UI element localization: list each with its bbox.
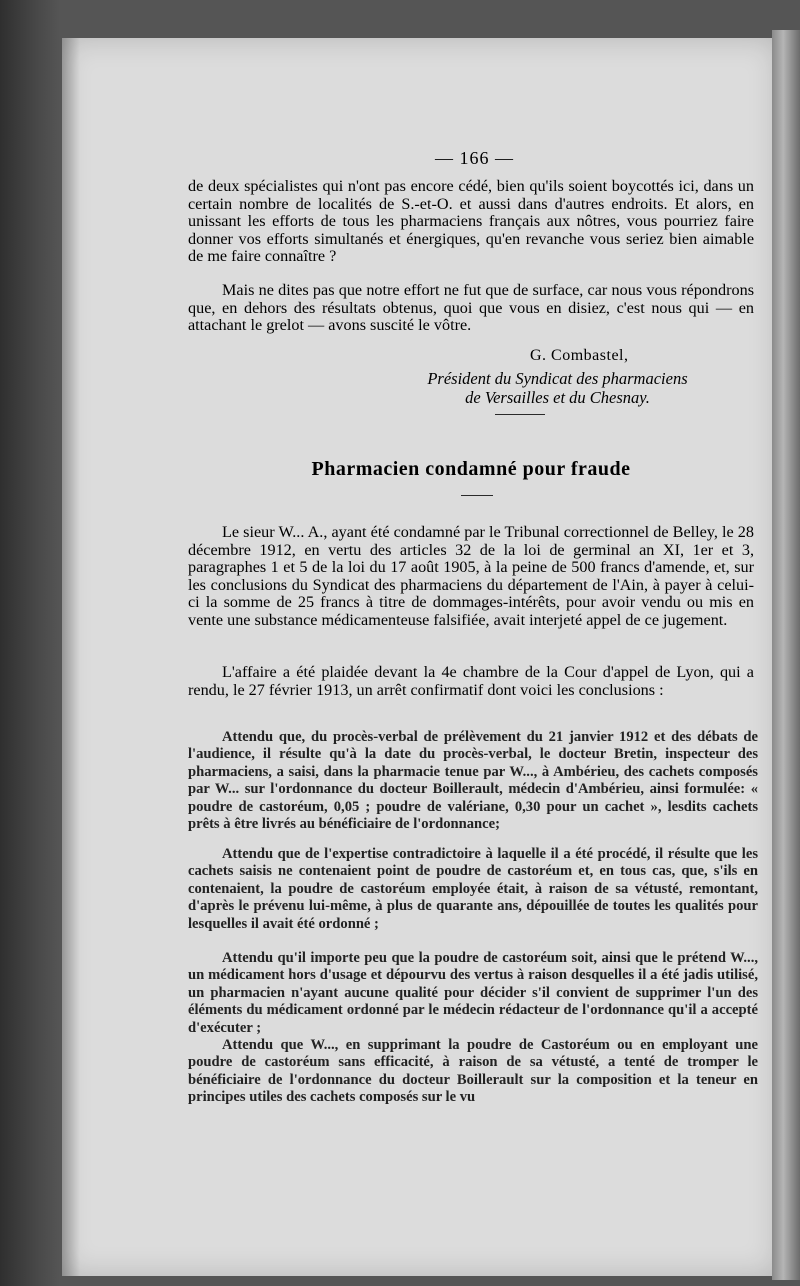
intro-paragraph-1: de deux spécialistes qui n'ont pas encore cédé, bien qu'ils soient boycottés ici, dans un certain nombre de localités de S.-et-O. et aussi dans d'autres endroits. Et alors, en unissant les efforts de tous les pharmaciens français aux nôtres, vous pourriez faire donner vos efforts simultanés et énergiques, qu'en revanche vous seriez bien aimable de me faire connaître ? [188,177,754,266]
judgment-paragraph-2: Attendu que de l'expertise contradictoire à laquelle il a été procédé, il résulte que les cachets saisis ne contenaient point de poudre de castoréum et, en tous cas, que, s'ils en contenaient, la poudre de castoréum employée était, à raison de sa vétusté, remontant, d'après le prévenu lui-même, à plus de quarante ans, dépouillée de toutes les qualités pour lesquelles il avait été ordonné ; [188,846,758,932]
signature-title-line-2: de Versailles et du Chesnay. [465,388,650,407]
page-number: — 166 — [435,148,514,168]
judgment-paragraph-3: Attendu qu'il importe peu que la poudre de castoréum soit, ainsi que le prétend W..., un médicament hors d'usage et dépourvu des vertus à raison desquelles il a été jadis utilisé, un pharmacien n'ayant aucune qualité pour décider s'il convient de supprimer l'un des éléments du médicament ordonné par le médecin rédacteur de l'ordonnance qu'il a accepté d'exécuter ; [188,950,758,1036]
intro-paragraph-2: Mais ne dites pas que notre effort ne fut que de surface, car nous vous répondrons que, en dehors des résultats obtenus, quoi que vous en disiez, c'est nous qui — en attachant le grelot — avons suscité le vôtre. [188,281,754,335]
body-paragraph-1: Le sieur W... A., ayant été condamné par le Tribunal correctionnel de Belley, le 28 décembre 1912, en vertu des articles 32 de la loi de germinal an XI, 1er et 3, paragraphes 1 et 5 de la loi du 17 août 1905, à la peine de 500 francs d'amende, et, sur les conclusions du Syndicat des pharmaciens du département de l'Ain, à payer à celui-ci la somme de 25 francs à titre de dommages-intérêts, pour avoir vendu ou mis en vente une substance médicamenteuse falsifiée, avait interjeté appel de ce jugement. [188,523,754,629]
page-edge [772,30,800,1280]
divider-rule [495,414,545,415]
signature-name: G. Combastel, [530,347,629,364]
page-fold-shadow [62,38,80,1276]
judgment-paragraph-4: Attendu que W..., en supprimant la poudre de Castoréum ou en employant une poudre de castoréum sans efficacité, à raison de sa vétusté, a tenté de tromper le bénéficiaire de l'ordonnance du docteur Boillerault sur la composition et la teneur en principes utiles des cachets composés sur le vu [188,1037,758,1106]
body-paragraph-2: L'affaire a été plaidée devant la 4e chambre de la Cour d'appel de Lyon, qui a rendu, le 27 février 1913, un arrêt confirmatif dont voici les conclusions : [188,663,754,699]
judgment-paragraph-1: Attendu que, du procès-verbal de prélèvement du 21 janvier 1912 et des débats de l'audience, il résulte qu'à la date du procès-verbal, le docteur Bretin, inspecteur des pharmaciens, a saisi, dans la pharmacie tenue par W..., à Ambérieu, des cachets composés par W... sur l'ordonnance du docteur Boillerault, médecin d'Ambérieu, ainsi formulée: « poudre de castoréum, 0,05 ; poudre de valériane, 0,30 pour un cachet », lesdits cachets prêts à être livrés au bénéficiaire de l'ordonnance; [188,729,758,833]
section-title: Pharmacien condamné pour fraude [311,458,631,480]
title-underline [461,495,493,496]
signature-title [360,369,755,407]
signature-title-line-1: Président du Syndicat des pharmaciens [427,369,688,388]
